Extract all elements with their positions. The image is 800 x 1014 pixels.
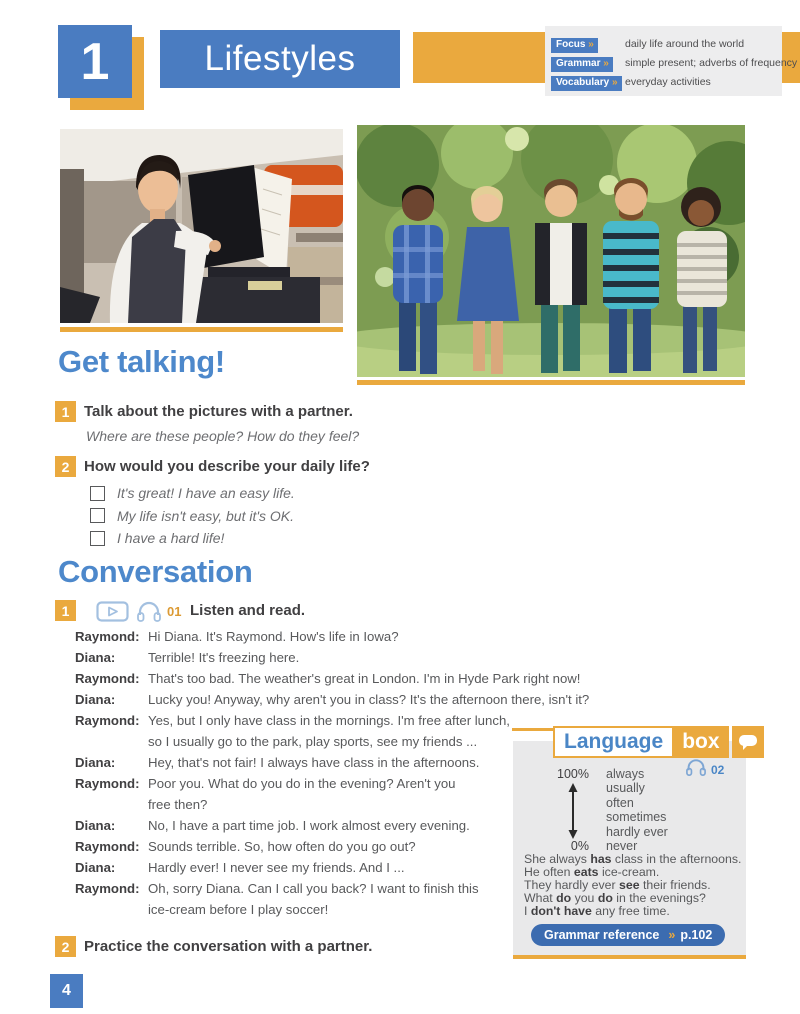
info-pill-label: Focus » xyxy=(551,38,598,53)
dialogue-speaker: Raymond: xyxy=(75,713,140,728)
frequency-scale-top: 100% xyxy=(557,767,589,781)
daily-life-option xyxy=(90,527,295,550)
photo-friends-underline xyxy=(357,380,745,385)
dialogue-speaker: Raymond: xyxy=(75,776,140,791)
info-description: simple present; adverbs of frequency xyxy=(625,56,798,69)
dialogue-text: That's too bad. The weather's great in London. I'm in Hyde Park right now! xyxy=(148,671,581,686)
unit-title: Lifestyles xyxy=(204,39,356,78)
info-row xyxy=(551,72,782,91)
dialogue-text: ice-cream before I play soccer! xyxy=(148,902,329,917)
photo-cashier-underline xyxy=(60,327,343,332)
frequency-adverb: sometimes xyxy=(606,810,667,825)
option-checkbox[interactable] xyxy=(90,531,105,546)
practice-instruction: Practice the conversation with a partner. xyxy=(84,938,373,955)
listen-and-read-instruction: Listen and read. xyxy=(190,602,306,619)
dialogue-speaker: Diana: xyxy=(75,860,116,875)
example-sentence: They hardly ever see their friends. xyxy=(524,878,711,892)
dialogue-text: Terrible! It's freezing here. xyxy=(148,650,300,665)
page-number-badge xyxy=(50,974,83,1008)
info-pill-label: Vocabulary » xyxy=(551,76,622,91)
dialogue-text: Oh, sorry Diana. Can I call you back? I want to finish this xyxy=(148,881,479,896)
unit-number: 1 xyxy=(80,32,110,91)
info-pill-label: Grammar » xyxy=(551,57,613,72)
frequency-adverb: never xyxy=(606,838,638,853)
dialogue-text: free then? xyxy=(148,797,208,812)
unit-number-box xyxy=(58,25,132,98)
language-box-headphones-icon[interactable] xyxy=(685,757,707,781)
dialogue-text: Yes, but I only have class in the mornings. I'm free after lunch, xyxy=(148,713,510,728)
audio-track-number: 01 xyxy=(167,604,182,619)
daily-life-options xyxy=(90,482,295,550)
headphones-icon[interactable] xyxy=(136,599,162,627)
frequency-scale-bottom: 0% xyxy=(570,839,589,853)
dialogue-speaker: Diana: xyxy=(75,818,116,833)
friends-illustration xyxy=(357,125,745,377)
cashier-illustration xyxy=(60,129,343,323)
language-box-connector-line xyxy=(512,728,556,731)
frequency-adverb: always xyxy=(606,767,645,781)
unit-info-box xyxy=(545,26,798,96)
dialogue-speaker: Diana: xyxy=(75,692,116,707)
language-box-title: Language xyxy=(553,726,674,758)
dialogue-speaker: Diana: xyxy=(75,650,116,665)
exercise-1-number: 1 xyxy=(55,401,76,422)
frequency-adverbs-list xyxy=(606,767,668,853)
frequency-adverb: usually xyxy=(606,781,645,796)
example-sentence: He often eats ice-cream. xyxy=(524,865,660,879)
dialogue-speaker: Diana: xyxy=(75,755,116,770)
language-box-header xyxy=(553,726,764,758)
language-box-track-number: 02 xyxy=(711,763,725,777)
grammar-reference-button[interactable] xyxy=(531,924,725,946)
exercise-2-instruction: How would you describe your daily life? xyxy=(84,458,370,475)
dialogue-speaker: Raymond: xyxy=(75,839,140,854)
daily-life-option xyxy=(90,482,295,505)
daily-life-option xyxy=(90,505,295,528)
dialogue-speaker: Raymond: xyxy=(75,671,140,686)
dialogue-text: Hardly ever! I never see my friends. And I ... xyxy=(148,860,405,875)
option-label: It's great! I have an easy life. xyxy=(117,485,295,502)
frequency-adverb: hardly ever xyxy=(606,824,668,839)
dialogue-line xyxy=(75,671,635,692)
dialogue-text: Sounds terrible. So, how often do you go out? xyxy=(148,839,416,854)
example-sentence: She always has class in the afternoons. xyxy=(524,852,742,866)
info-row xyxy=(551,53,798,72)
exercise-1-prompt: Where are these people? How do they feel? xyxy=(86,428,360,444)
info-description: everyday activities xyxy=(625,75,711,88)
get-talking-heading: Get talking! xyxy=(58,344,225,379)
frequency-scale-arrow xyxy=(567,783,579,844)
example-sentence: I don't have any free time. xyxy=(524,904,670,918)
example-sentence: What do you do in the evenings? xyxy=(524,891,706,905)
info-description: daily life around the world xyxy=(625,37,745,50)
conversation-exercise-2-number: 2 xyxy=(55,936,76,957)
grammar-reference-label: Grammar reference xyxy=(544,928,660,942)
grammar-reference-page: p.102 xyxy=(680,928,713,942)
dialogue-speaker: Raymond: xyxy=(75,881,140,896)
option-checkbox[interactable] xyxy=(90,508,105,523)
frequency-adverb: often xyxy=(606,795,634,810)
option-label: I have a hard life! xyxy=(117,530,225,547)
speech-bubble-icon xyxy=(732,726,764,758)
photo-friends xyxy=(357,125,745,377)
dialogue-speaker: Raymond: xyxy=(75,629,140,644)
page-number: 4 xyxy=(62,982,71,999)
dialogue-text: Hi Diana. It's Raymond. How's life in Iowa? xyxy=(148,629,399,644)
exercise-1-instruction: Talk about the pictures with a partner. xyxy=(84,403,353,420)
video-icon[interactable] xyxy=(96,601,129,627)
dialogue-text: Poor you. What do you do in the evening? Aren't you xyxy=(148,776,456,791)
info-row xyxy=(551,34,782,53)
dialogue-text: Hey, that's not fair! I always have class in the afternoons. xyxy=(148,755,480,770)
option-checkbox[interactable] xyxy=(90,486,105,501)
unit-title-bar xyxy=(160,30,400,88)
dialogue-line xyxy=(75,650,635,671)
dialogue-line xyxy=(75,629,635,650)
language-box-title-accent: box xyxy=(673,726,728,758)
example-sentences xyxy=(524,853,741,918)
grammar-reference-chevron: » xyxy=(668,928,676,942)
exercise-2-number: 2 xyxy=(55,456,76,477)
dialogue-line xyxy=(75,692,635,713)
option-label: My life isn't easy, but it's OK. xyxy=(117,507,295,524)
dialogue-text: Lucky you! Anyway, why aren't you in class? It's the afternoon there, isn't it? xyxy=(148,692,590,707)
dialogue-text: No, I have a part time job. I work almost every evening. xyxy=(148,818,470,833)
conversation-heading: Conversation xyxy=(58,554,253,589)
conversation-exercise-1-number: 1 xyxy=(55,600,76,621)
photo-cashier xyxy=(60,129,343,323)
dialogue-text: so I usually go to the park, play sports, see my friends ... xyxy=(148,734,478,749)
